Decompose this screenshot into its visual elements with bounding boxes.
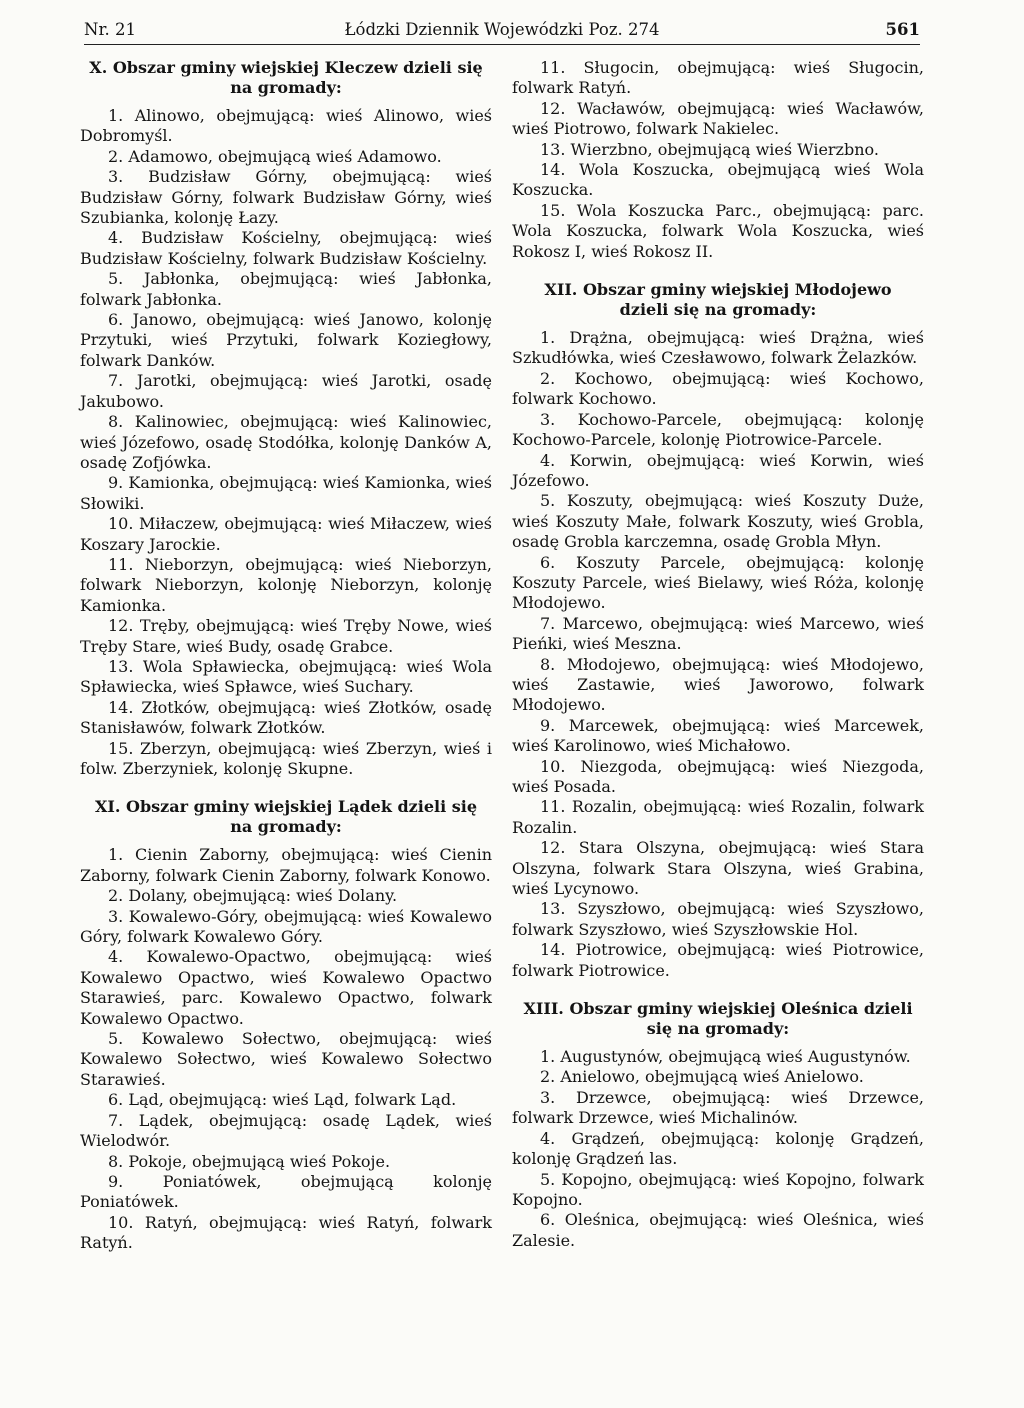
gromada-entry: 1. Augustynów, obejmującą wieś Augustynów. [540, 1047, 911, 1067]
gromada-entry: 8. Kalinowiec, obejmującą: wieś Kalinowiec, wieś Józefowo, osadę Stodółka, kolonję Danków A, osadę Zofjówka. [80, 412, 492, 472]
gromada-entry: 11. Nieborzyn, obejmującą: wieś Nieborzyn, folwark Nieborzyn, kolonję Nieborzyn, kolonję Kamionka. [80, 554, 492, 615]
issue-number: Nr. 21 [84, 20, 136, 39]
gromada-entry: 10. Miłaczew, obejmującą: wieś Miłaczew, wieś Koszary Jarockie. [80, 514, 492, 554]
gromada-entry: 10. Ratyń, obejmującą: wieś Ratyń, folwark Ratyń. [80, 1212, 492, 1253]
gromada-entry: 13. Wola Spławiecka, obejmującą: wieś Wola Spławiecka, wieś Spławce, wieś Suchary. [80, 656, 492, 697]
gromada-entry: 4. Kowalewo-Opactwo, obejmującą: wieś Kowalewo Opactwo, wieś Kowalewo Opactwo Starawieś, parc. Kowalewo Opactwo, folwark Kowalewo Opactwo. [80, 947, 492, 1028]
gromada-entry: 13. Szyszłowo, obejmującą: wieś Szyszłowo, folwark Szyszłowo, wieś Szyszłowskie Hol. [512, 899, 924, 939]
gromada-entry: 6. Ląd, obejmującą: wieś Ląd, folwark Ląd. [108, 1090, 457, 1110]
gromada-entry: 2. Kochowo, obejmującą: wieś Kochowo, folwark Kochowo. [512, 368, 924, 409]
district-section [80, 58, 492, 779]
gromada-entry: 8. Młodojewo, obejmującą: wieś Młodojewo, wieś Zastawie, wieś Jaworowo, folwark Młodojewo. [512, 654, 924, 715]
gromada-entry: 3. Kowalewo-Góry, obejmującą: wieś Kowalewo Góry, folwark Kowalewo Góry. [80, 906, 492, 947]
gromada-entry: 11. Rozalin, obejmującą: wieś Rozalin, folwark Rozalin. [512, 797, 924, 837]
section-title: XIII. Obszar gminy wiejskiej Oleśnica dzieli się na gromady: [523, 999, 913, 1039]
gromada-entry: 12. Stara Olszyna, obejmującą: wieś Stara Olszyna, folwark Stara Olszyna, wieś Grabina, wieś Lycynowo. [512, 838, 924, 899]
gromada-entry: 9. Marcewek, obejmującą: wieś Marcewek, wieś Karolinowo, wieś Michałowo. [512, 715, 924, 756]
gromada-entry: 5. Jabłonka, obejmującą: wieś Jabłonka, folwark Jabłonka. [80, 269, 492, 309]
gromada-entry: 7. Lądek, obejmującą: osadę Lądek, wieś Wielodwór. [80, 1110, 492, 1151]
gromada-entry: 4. Budzisław Kościelny, obejmującą: wieś Budzisław Kościelny, folwark Budzisław Kościelny. [80, 228, 492, 268]
gromada-entry: 15. Wola Koszucka Parc., obejmującą: parc. Wola Koszucka, folwark Wola Koszucka, wieś Rokosz I, wieś Rokosz II. [512, 200, 924, 261]
gromada-entry: 4. Korwin, obejmującą: wieś Korwin, wieś Józefowo. [512, 450, 924, 490]
gromada-entry: 6. Janowo, obejmującą: wieś Janowo, kolonję Przytuki, wieś Przytuki, folwark Koziegłowy, folwark Danków. [80, 310, 492, 370]
gromada-entry: 7. Marcewo, obejmującą: wieś Marcewo, wieś Pieńki, wieś Meszna. [512, 613, 924, 654]
gromada-entry: 2. Adamowo, obejmującą wieś Adamowo. [108, 146, 442, 166]
gromada-entry: 11. Sługocin, obejmującą: wieś Sługocin, folwark Ratyń. [512, 58, 924, 98]
gromada-entry: 4. Grądzeń, obejmującą: kolonję Grądzeń, kolonję Grądzeń las. [512, 1128, 924, 1169]
gromada-entry: 1. Cienin Zaborny, obejmującą: wieś Cienin Zaborny, folwark Cienin Zaborny, folwark Konowo. [80, 845, 492, 885]
gromada-entry: 14. Piotrowice, obejmującą: wieś Piotrowice, folwark Piotrowice. [512, 940, 924, 980]
gromada-entry: 2. Anielowo, obejmującą wieś Anielowo. [540, 1067, 864, 1087]
gromada-entry: 14. Złotków, obejmującą: wieś Złotków, osadę Stanisławów, folwark Złotków. [80, 697, 492, 738]
district-section [512, 280, 924, 981]
district-section [80, 797, 492, 1253]
page-number: 561 [885, 20, 920, 39]
gromada-entry: 3. Kochowo-Parcele, obejmującą: kolonję Kochowo-Parcele, kolonję Piotrowice-Parcele. [512, 409, 924, 450]
gromada-entry: 14. Wola Koszucka, obejmującą wieś Wola Koszucka. [512, 160, 924, 200]
section-title: X. Obszar gminy wiejskiej Kleczew dzieli się na gromady: [89, 58, 483, 97]
gromada-entry: 8. Pokoje, obejmującą wieś Pokoje. [108, 1151, 391, 1171]
gromada-entry: 9. Kamionka, obejmującą: wieś Kamionka, wieś Słowiki. [80, 473, 492, 513]
gromada-entry: 5. Koszuty, obejmującą: wieś Koszuty Duże, wieś Koszuty Małe, folwark Koszuty, wieś Grobla, osadę Grobla karczemna, osadę Grobla Młyn. [512, 491, 924, 552]
gromada-entry: 5. Kopojno, obejmującą: wieś Kopojno, folwark Kopojno. [512, 1169, 924, 1209]
right-column [512, 58, 924, 1269]
gromada-entry: 1. Alinowo, obejmującą: wieś Alinowo, wieś Dobromyśl. [80, 106, 492, 146]
gromada-entry: 12. Wacławów, obejmującą: wieś Wacławów, wieś Piotrowo, folwark Nakielec. [512, 98, 924, 139]
gromada-entry: 2. Dolany, obejmującą: wieś Dolany. [108, 886, 398, 906]
gromada-entry: 3. Drzewce, obejmującą: wieś Drzewce, folwark Drzewce, wieś Michalinów. [512, 1087, 924, 1128]
section-title: XII. Obszar gminy wiejskiej Młodojewo dzieli się na gromady: [544, 280, 892, 320]
gromada-entry: 3. Budzisław Górny, obejmującą: wieś Budzisław Górny, folwark Budzisław Górny, wieś Szubianka, kolonję Łazy. [80, 167, 492, 228]
gromada-entry: 5. Kowalewo Sołectwo, obejmującą: wieś Kowalewo Sołectwo, wieś Kowalewo Sołectwo Starawieś. [80, 1029, 492, 1089]
gromada-entry: 7. Jarotki, obejmującą: wieś Jarotki, osadę Jakubowo. [80, 371, 492, 411]
gromada-entry: 12. Tręby, obejmującą: wieś Tręby Nowe, wieś Tręby Stare, wieś Budy, osadę Grabce. [80, 616, 492, 656]
page-header [84, 14, 920, 45]
gromada-entry: 6. Koszuty Parcele, obejmującą: kolonję Koszuty Parcele, wieś Bielawy, wieś Róża, kolonję Młodojewo. [512, 552, 924, 613]
gromada-entry: 9. Poniatówek, obejmującą kolonję Poniatówek. [80, 1171, 492, 1212]
gromada-entry: 13. Wierzbno, obejmującą wieś Wierzbno. [540, 139, 879, 159]
left-column [80, 58, 492, 1272]
gromada-entry: 15. Zberzyn, obejmującą: wieś Zberzyn, wieś i folw. Zberzyniek, kolonję Skupne. [80, 738, 492, 778]
gromada-entry: 1. Drążna, obejmującą: wieś Drążna, wieś Szkudłówka, wieś Czesławowo, folwark Żelazków. [512, 328, 924, 368]
district-section [512, 58, 924, 262]
section-title: XI. Obszar gminy wiejskiej Lądek dzieli się na gromady: [94, 797, 477, 837]
district-section [512, 999, 924, 1251]
gromada-entry: 6. Oleśnica, obejmującą: wieś Oleśnica, wieś Zalesie. [512, 1210, 924, 1250]
journal-title: Łódzki Dziennik Wojewódzki Poz. 274 [344, 20, 660, 39]
gromada-entry: 10. Niezgoda, obejmującą: wieś Niezgoda, wieś Posada. [512, 756, 924, 796]
